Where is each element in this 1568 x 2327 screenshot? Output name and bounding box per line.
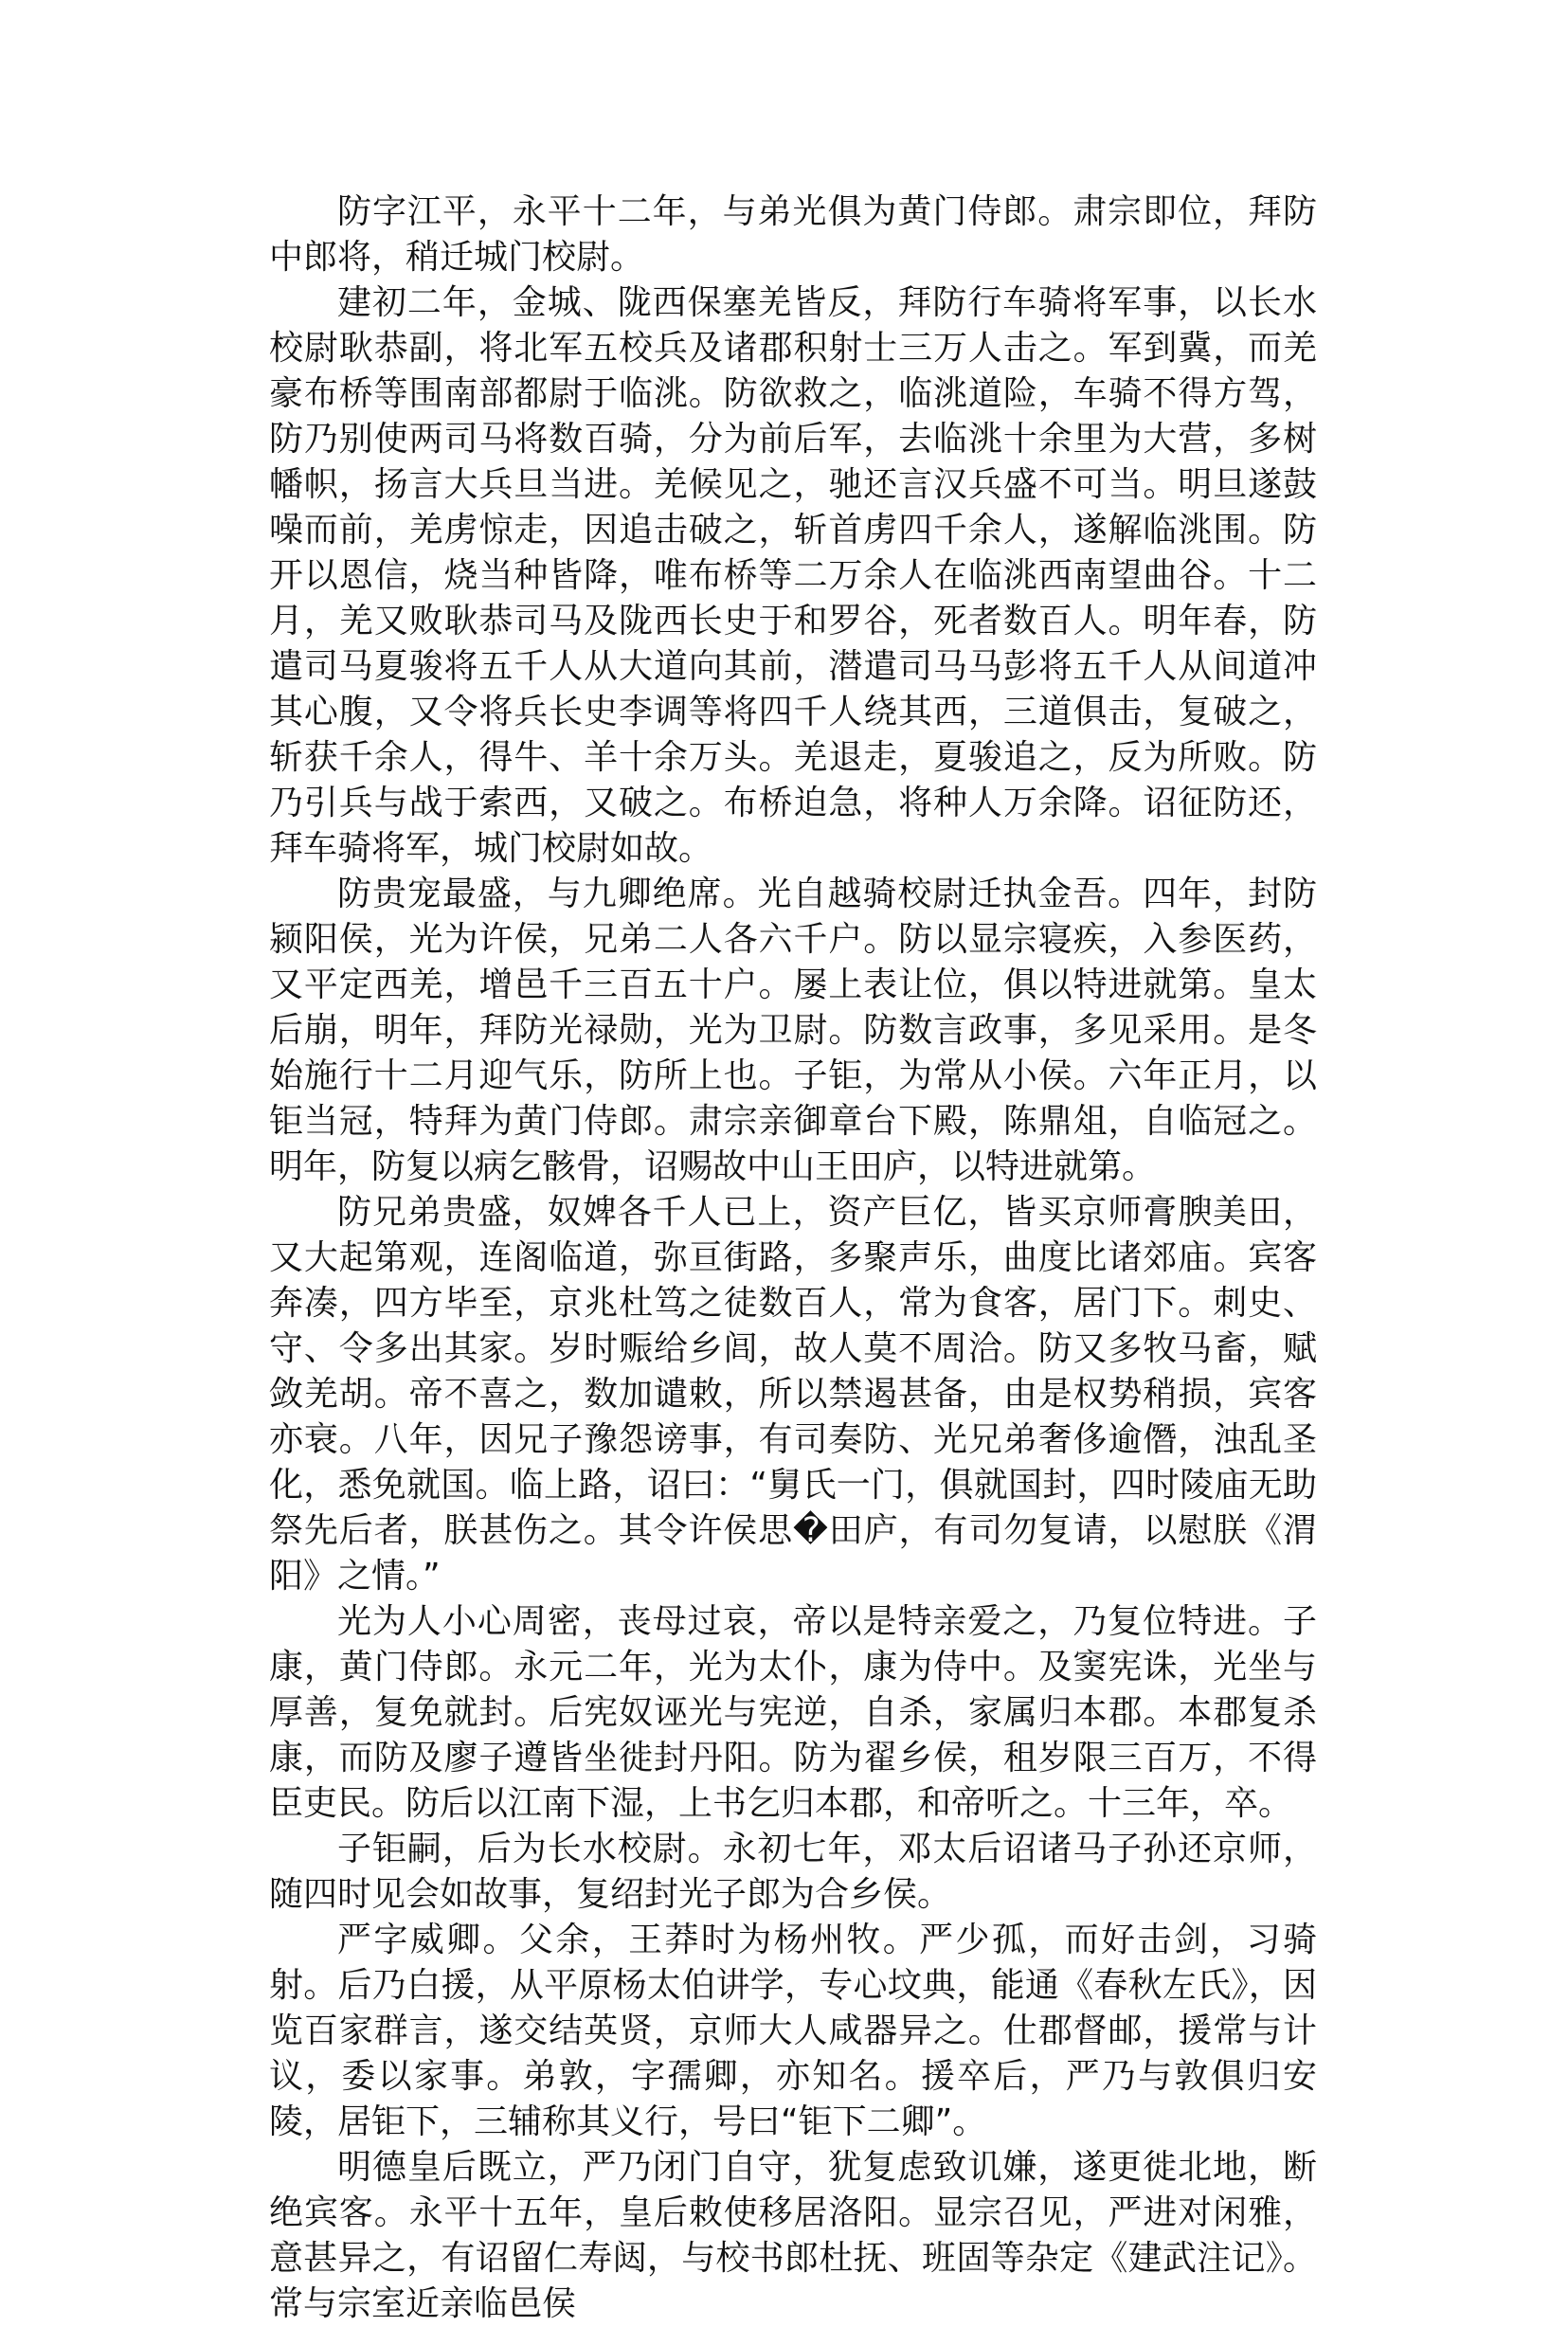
- paragraph: 建初二年，金城、陇西保塞羌皆反，拜防行车骑将军事，以长水校尉耿恭副，将北军五校兵及诸郡积射士三万人击之。军到冀，而羌豪布桥等围南部都尉于临洮。防欲救之，临洮道险，车骑不得方驾，防乃别使两司马将数百骑，分为前后军，去临洮十余里为大营，多树幡帜，扬言大兵旦当进。羌候见之，驰还言汉兵盛不可当。明旦遂鼓噪而前，羌虏惊走，因追击破之，斩首虏四千余人，遂解临洮围。防开以恩信，烧当种皆降，唯布桥等二万余人在临洮西南望曲谷。十二月，羌又败耿恭司马及陇西长史于和罗谷，死者数百人。明年春，防遣司马夏骏将五千人从大道向其前，潜遣司马马彭将五千人从间道冲其心腹，又令将兵长史李调等将四千人绕其西，三道俱击，复破之，斩获千余人，得牛、羊十余万头。羌退走，夏骏追之，反为所败。防乃引兵与战于索西，又破之。布桥迫急，将种人万余降。诏征防还，拜车骑将军，城门校尉如故。: [269, 283, 1317, 868]
- document-body: [269, 189, 1317, 2323]
- paragraph: 光为人小心周密，丧母过哀，帝以是特亲爱之，乃复位特进。子康，黄门侍郎。永元二年，光为太仆，康为侍中。及窦宪诛，光坐与厚善，复免就封。后宪奴诬光与宪逆，自杀，家属归本郡。本郡复杀康，而防及廖子遵皆坐徙封丹阳。防为翟乡侯，租岁限三百万，不得臣吏民。防后以江南下湿，上书乞归本郡，和帝听之。十三年，卒。: [269, 1602, 1317, 1823]
- paragraph: 防字江平，永平十二年，与弟光俱为黄门侍郎。肃宗即位，拜防中郎将，稍迁城门校尉。: [269, 192, 1317, 277]
- paragraph: 防贵宠最盛，与九卿绝席。光自越骑校尉迁执金吾。四年，封防颍阳侯，光为许侯，兄弟二人各六千户。防以显宗寝疾，入参医药，又平定西羌，增邑千三百五十户。屡上表让位，俱以特进就第。皇太后崩，明年，拜防光禄勋，光为卫尉。防数言政事，多见采用。是冬始施行十二月迎气乐，防所上也。子钜，为常从小侯。六年正月，以钜当冠，特拜为黄门侍郎。肃宗亲御章台下殿，陈鼎俎，自临冠之。明年，防复以病乞骸骨，诏赐故中山王田庐，以特进就第。: [269, 875, 1317, 1186]
- paragraph: 子钜嗣，后为长水校尉。永初七年，邓太后诏诸马子孙还京师，随四时见会如故事，复绍封光子郎为合乡侯。: [269, 1830, 1317, 1914]
- paragraph: 明德皇后既立，严乃闭门自守，犹复虑致讥嫌，遂更徙北地，断绝宾客。永平十五年，皇后敕使移居洛阳。显宗召见，严进对闲雅，意甚异之，有诏留仁寿闼，与校书郎杜抚、班固等杂定《建武注记》。常与宗室近亲临邑侯: [269, 2148, 1317, 2323]
- paragraph: 防兄弟贵盛，奴婢各千人已上，资产巨亿，皆买京师膏腴美田，又大起第观，连阁临道，弥亘街路，多聚声乐，曲度比诸郊庙。宾客奔凑，四方毕至，京兆杜笃之徒数百人，常为食客，居门下。刺史、守、令多出其家。岁时赈给乡闾，故人莫不周洽。防又多牧马畜，赋敛羌胡。帝不喜之，数加谴敕，所以禁遏甚备，由是权势稍损，宾客亦衰。八年，因兄子豫怨谤事，有司奏防、光兄弟奢侈逾僭，浊乱圣化，悉免就国。临上路，诏曰：“舅氏一门，俱就国封，四时陵庙无助祭先后者，朕甚伤之。其令许侯思�田庐，有司勿复请，以慰朕《渭阳》之情。”: [269, 1193, 1317, 1596]
- paragraph: 严字威卿。父余，王莽时为杨州牧。严少孤，而好击剑，习骑射。后乃白援，从平原杨太伯讲学，专心坟典，能通《春秋左氏》，因览百家群言，遂交结英贤，京师大人咸器异之。仕郡督邮，援常与计议，委以家事。弟敦，字孺卿，亦知名。援卒后，严乃与敦俱归安陵，居钜下，三辅称其义行，号曰“钜下二卿”。: [269, 1921, 1317, 2141]
